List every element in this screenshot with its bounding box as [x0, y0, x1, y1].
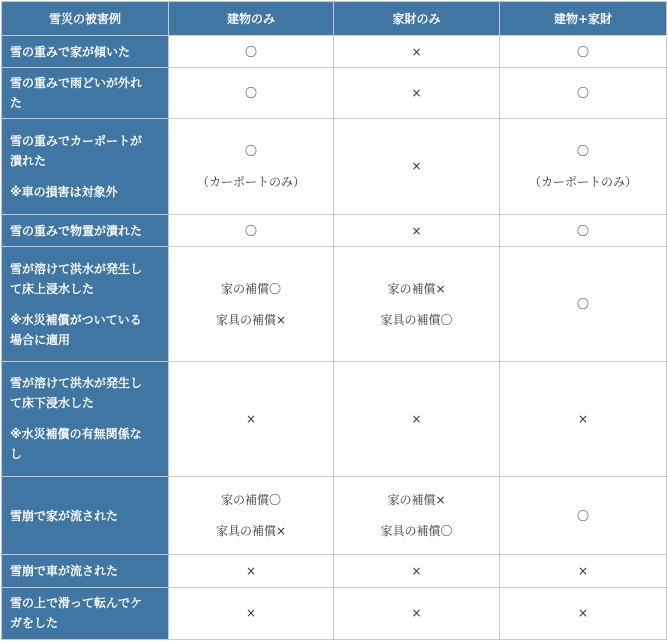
contents-only-cell: [334, 215, 500, 247]
table-row: [2, 68, 667, 118]
coverage-text-line: 〇: [576, 508, 589, 523]
coverage-text-line: 〇: [244, 143, 257, 158]
coverage-text-line: ×: [245, 563, 257, 578]
building-only-cell: [169, 362, 334, 477]
building-only-cell: [169, 118, 334, 215]
paragraph-gap: [169, 299, 333, 310]
coverage-text-line: 家具の補償〇: [380, 312, 453, 327]
coverage-text-line: ×: [411, 44, 422, 59]
damage-case-cell: [2, 215, 169, 247]
header-contents-only: 家財のみ: [334, 2, 500, 36]
case-text-line: 雪が溶けて洪水が発生し: [10, 376, 143, 391]
coverage-text-line: 家の補償×: [387, 493, 446, 508]
coverage-text-line: 〇: [244, 85, 257, 100]
contents-only-cell: [334, 362, 500, 477]
coverage-text-line: ×: [577, 606, 589, 621]
building-and-contents-cell: [500, 587, 667, 639]
table-row: [2, 587, 667, 639]
contents-only-cell: [334, 476, 500, 555]
contents-only-cell: [334, 587, 500, 639]
table-row: [2, 362, 667, 477]
coverage-text-line: 〇: [576, 44, 589, 59]
coverage-text-line: 家の補償×: [387, 281, 446, 296]
case-text-line: 雪の重みで雨どいが外れ: [10, 75, 143, 90]
case-text-line: 雪の重みで物置が潰れた: [10, 223, 143, 238]
coverage-text-line: ×: [411, 563, 422, 578]
paragraph-gap: [169, 161, 333, 172]
case-text-line: ※水災補償がついている: [10, 312, 142, 327]
case-text-line: て床下浸水した: [10, 396, 95, 411]
coverage-text-line: ×: [411, 223, 422, 238]
case-text-line: 雪崩で家が流された: [10, 508, 119, 523]
paragraph-gap: [500, 161, 666, 172]
damage-case-cell: [2, 476, 169, 555]
coverage-text-line: ×: [411, 411, 422, 426]
coverage-text-line: ×: [411, 159, 422, 174]
building-and-contents-cell: [500, 118, 667, 215]
case-text-line: 潰れた: [10, 153, 47, 168]
coverage-text-line: ×: [577, 563, 589, 578]
building-and-contents-cell: [500, 247, 667, 362]
case-text-line: 雪崩で車が流された: [10, 563, 119, 578]
contents-only-cell: [334, 36, 500, 68]
coverage-text-line: 〇: [576, 223, 589, 238]
building-only-cell: [169, 215, 334, 247]
header-damage-case: 雪災の被害例: [2, 2, 169, 36]
contents-only-cell: [334, 555, 500, 587]
building-only-cell: [169, 68, 334, 118]
building-only-cell: [169, 476, 334, 555]
coverage-text-line: ×: [411, 606, 422, 621]
paragraph-gap: [10, 299, 160, 310]
contents-only-cell: [334, 247, 500, 362]
coverage-text-line: ×: [245, 606, 257, 621]
damage-case-cell: [2, 247, 169, 362]
coverage-text-line: 〇: [244, 223, 257, 238]
case-text-line: ※車の損害は対象外: [10, 184, 118, 199]
building-and-contents-cell: [500, 36, 667, 68]
building-only-cell: [169, 247, 334, 362]
coverage-text-line: 〇: [576, 297, 589, 312]
damage-case-cell: [2, 68, 169, 118]
building-and-contents-cell: [500, 362, 667, 477]
coverage-text-line: 家具の補償×: [215, 524, 287, 539]
case-text-line: 雪の重みで家が傾いた: [10, 44, 131, 59]
coverage-text-line: 〇: [576, 85, 589, 100]
case-text-line: 場合に適用: [10, 332, 71, 347]
coverage-text-line: 〇: [576, 143, 589, 158]
case-text-line: 雪が溶けて洪水が発生し: [10, 261, 143, 276]
case-text-line: 雪の上で滑って転んでケ: [10, 596, 143, 611]
damage-case-cell: [2, 118, 169, 215]
case-text-line: ※水災補償の有無関係な: [10, 427, 142, 442]
table-row: [2, 36, 667, 68]
case-text-line: 雪の重みでカーポートが: [10, 133, 143, 148]
coverage-text-line: ×: [411, 85, 422, 100]
coverage-text-line: ×: [245, 411, 257, 426]
paragraph-gap: [10, 413, 160, 424]
building-and-contents-cell: [500, 68, 667, 118]
paragraph-gap: [334, 510, 499, 521]
building-only-cell: [169, 36, 334, 68]
coverage-text-line: （カーポートのみ）: [528, 174, 637, 189]
damage-case-cell: [2, 36, 169, 68]
case-text-line: た: [10, 95, 23, 110]
building-only-cell: [169, 587, 334, 639]
table-row: [2, 476, 667, 555]
paragraph-gap: [10, 171, 160, 182]
building-only-cell: [169, 555, 334, 587]
coverage-text-line: 家の補償〇: [220, 493, 281, 508]
coverage-text-line: 家具の補償×: [215, 312, 287, 327]
building-and-contents-cell: [500, 555, 667, 587]
snow-damage-coverage-table: [1, 1, 667, 640]
paragraph-gap: [334, 299, 499, 310]
building-and-contents-cell: [500, 215, 667, 247]
coverage-text-line: 家具の補償〇: [380, 524, 453, 539]
coverage-text-line: 家の補償〇: [220, 281, 281, 296]
building-and-contents-cell: [500, 476, 667, 555]
damage-case-cell: [2, 362, 169, 477]
contents-only-cell: [334, 68, 500, 118]
coverage-text-line: ×: [577, 411, 589, 426]
paragraph-gap: [169, 510, 333, 521]
table-row: [2, 118, 667, 215]
case-text-line: ガをした: [10, 616, 59, 631]
table-row: [2, 247, 667, 362]
coverage-text-line: 〇: [244, 44, 257, 59]
header-building-only: 建物のみ: [169, 2, 334, 36]
table-row: [2, 215, 667, 247]
table-row: [2, 555, 667, 587]
coverage-text-line: （カーポートのみ）: [196, 174, 305, 189]
header-row: [2, 2, 667, 36]
damage-case-cell: [2, 555, 169, 587]
header-building-and-contents: 建物+家財: [500, 2, 667, 36]
damage-case-cell: [2, 587, 169, 639]
case-text-line: し: [10, 447, 23, 462]
contents-only-cell: [334, 118, 500, 215]
case-text-line: て床上浸水した: [10, 281, 95, 296]
